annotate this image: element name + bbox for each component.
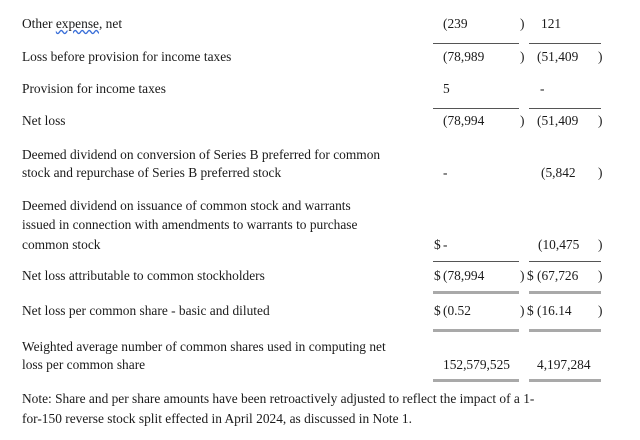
- prior-value: (51,409: [537, 113, 579, 128]
- prior-value: (51,409: [537, 49, 579, 64]
- close-paren: ): [520, 113, 525, 128]
- note-line-1: Note: Share and per share amounts have been retroactively adjusted to reflect the impact of a 1-: [22, 391, 535, 406]
- close-paren: ): [520, 49, 525, 64]
- row-label-weighted-average-2: loss per common share: [22, 357, 146, 372]
- prior-value: (67,726: [537, 268, 579, 283]
- rule: [529, 43, 601, 44]
- prior-value: 4,197,284: [537, 357, 591, 372]
- current-value: 5: [443, 81, 450, 96]
- currency-symbol: $: [434, 303, 441, 318]
- row-label-deemed-dividend-issuance-3: common stock: [22, 237, 101, 252]
- current-value: 152,579,525: [443, 357, 510, 372]
- rule: [433, 261, 519, 262]
- close-paren: ): [598, 165, 603, 180]
- prior-value: -: [540, 81, 545, 96]
- current-value: (239: [443, 16, 468, 31]
- current-value: (78,994: [443, 113, 485, 128]
- currency-symbol: $: [434, 268, 441, 283]
- currency-symbol: $: [434, 237, 441, 252]
- close-paren: ): [520, 303, 525, 318]
- current-value: (0.52: [443, 303, 471, 318]
- double-rule: [529, 329, 601, 332]
- row-label-provision: Provision for income taxes: [22, 81, 166, 96]
- double-rule: [433, 379, 519, 382]
- close-paren: ): [598, 268, 603, 283]
- prior-value: 121: [541, 16, 562, 31]
- rule: [433, 43, 519, 44]
- currency-symbol: $: [527, 268, 534, 283]
- prior-value: (5,842: [541, 165, 576, 180]
- double-rule: [529, 379, 601, 382]
- rule: [433, 108, 519, 109]
- close-paren: ): [598, 237, 603, 252]
- row-label-net-loss-per-share: Net loss per common share - basic and diluted: [22, 303, 270, 318]
- current-value: -: [443, 165, 448, 180]
- row-label-deemed-dividend-conversion-1: Deemed dividend on conversion of Series B preferred for common: [22, 147, 381, 162]
- close-paren: ): [520, 16, 525, 31]
- close-paren: ): [520, 268, 525, 283]
- close-paren: ): [598, 303, 603, 318]
- current-value: (78,994: [443, 268, 485, 283]
- row-label-weighted-average-1: Weighted average number of common shares used in computing net: [22, 339, 386, 354]
- top-cut: [0, 0, 640, 6]
- prior-value: (10,475: [538, 237, 580, 252]
- prior-value: (16.14: [537, 303, 572, 318]
- note-line-2: for-150 reverse stock split effected in April 2024, as discussed in Note 1.: [22, 411, 412, 426]
- row-label-loss-before-tax: Loss before provision for income taxes: [22, 49, 232, 64]
- double-rule: [529, 291, 601, 294]
- row-label-net-loss-attributable: Net loss attributable to common stockholders: [22, 268, 265, 283]
- row-label-deemed-dividend-issuance-2: issued in connection with amendments to warrants to purchase: [22, 217, 358, 232]
- close-paren: ): [598, 113, 603, 128]
- rule: [529, 261, 601, 262]
- row-label-other-expense: Other expense, net: [22, 16, 123, 31]
- close-paren: ): [598, 49, 603, 64]
- row-label-net-loss: Net loss: [22, 113, 66, 128]
- row-label-deemed-dividend-issuance-1: Deemed dividend on issuance of common stock and warrants: [22, 198, 351, 213]
- current-value: -: [443, 237, 448, 252]
- double-rule: [433, 291, 519, 294]
- double-rule: [433, 329, 519, 332]
- rule: [529, 108, 601, 109]
- row-label-deemed-dividend-conversion-2: stock and repurchase of Series B preferred stock: [22, 165, 282, 180]
- currency-symbol: $: [527, 303, 534, 318]
- current-value: (78,989: [443, 49, 485, 64]
